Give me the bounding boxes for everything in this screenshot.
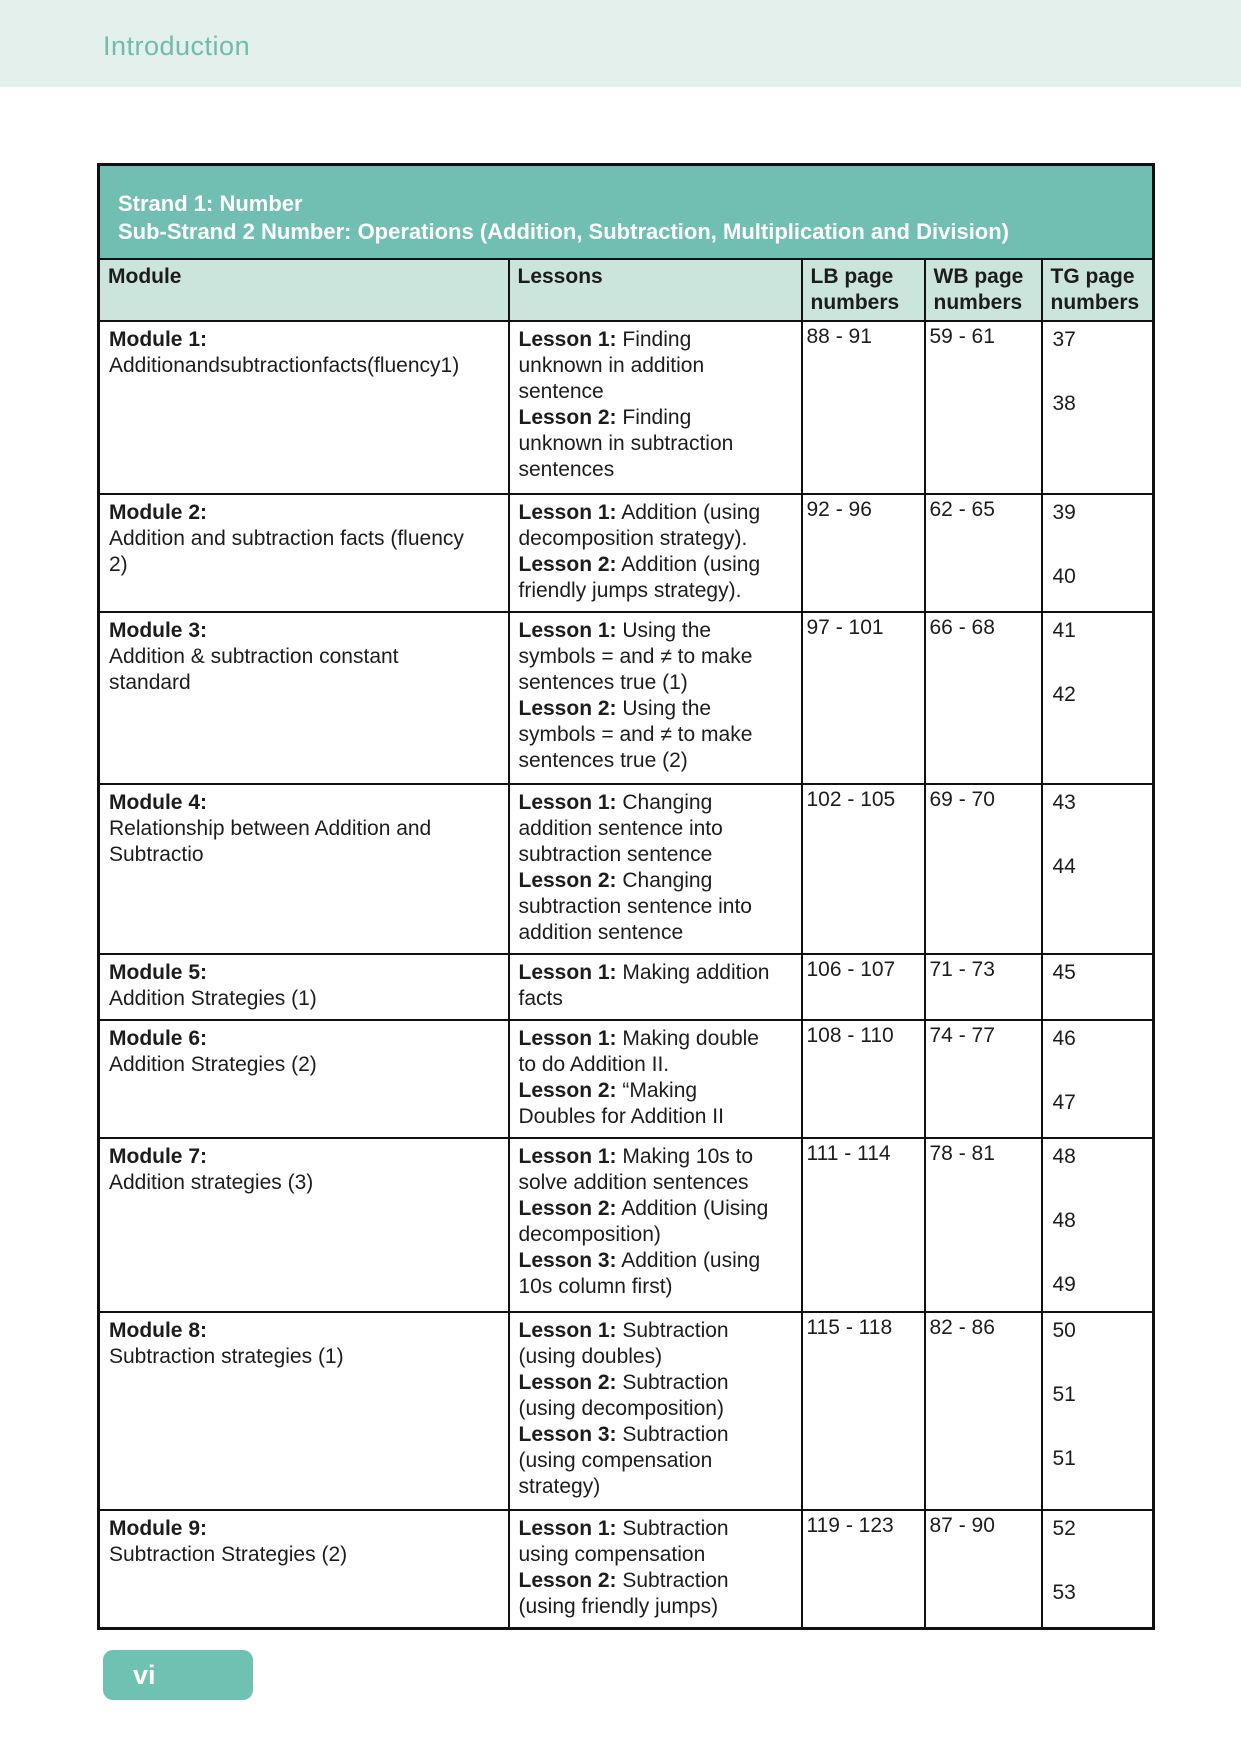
lesson-item: Lesson 1: Making 10s to solve addition sentences xyxy=(518,1144,754,1194)
column-header-row xyxy=(99,259,1154,321)
tg-page-number: 46 xyxy=(1052,1026,1076,1050)
module-label: Module 6: xyxy=(109,1026,207,1050)
lesson-item: Lesson 2: Addition (Uising decomposition) xyxy=(518,1196,769,1246)
lesson-item: Lesson 3: Subtraction (using compensation strategy) xyxy=(518,1422,729,1498)
module-desc: Subtraction strategies (1) xyxy=(109,1344,344,1368)
lb-pages-cell: 108 - 110 xyxy=(802,1020,925,1138)
column-header-module: Module xyxy=(99,259,509,321)
module-label: Module 5: xyxy=(109,960,207,984)
module-cell xyxy=(99,784,509,954)
table-row xyxy=(99,494,1154,612)
tg-page-number: 42 xyxy=(1052,682,1076,706)
strand-header-row xyxy=(99,165,1154,259)
lessons-cell xyxy=(509,1020,802,1138)
lb-pages-cell: 119 - 123 xyxy=(802,1510,925,1629)
module-desc: Addition and subtraction facts (fluency 2) xyxy=(109,526,464,576)
column-header-lessons: Lessons xyxy=(509,259,802,321)
module-desc: Subtraction Strategies (2) xyxy=(109,1542,348,1566)
lesson-item: Lesson 2: Subtraction (using friendly jumps) xyxy=(518,1568,729,1618)
lessons-cell xyxy=(509,612,802,784)
module-desc: Addition Strategies (1) xyxy=(109,986,317,1010)
tg-page-number: 39 xyxy=(1052,500,1076,524)
tg-page-number: 43 xyxy=(1052,790,1076,814)
table-row xyxy=(99,1510,1154,1629)
lb-pages-cell: 92 - 96 xyxy=(802,494,925,612)
column-header-lb-pages: LB page numbers xyxy=(802,259,925,321)
tg-pages-cell xyxy=(1042,612,1154,784)
tg-pages-cell xyxy=(1042,1020,1154,1138)
module-desc: Addition Strategies (2) xyxy=(109,1052,317,1076)
tg-pages-cell xyxy=(1042,1138,1154,1312)
tg-page-number: 40 xyxy=(1052,564,1076,588)
tg-page-number: 51 xyxy=(1052,1446,1076,1470)
module-desc: Additionandsubtractionfacts(fluency1) xyxy=(109,353,460,377)
lesson-item: Lesson 2: “Making Doubles for Addition II xyxy=(518,1078,724,1128)
module-label: Module 7: xyxy=(109,1144,207,1168)
tg-page-number: 51 xyxy=(1052,1382,1076,1406)
table-row xyxy=(99,1020,1154,1138)
lessons-cell xyxy=(509,954,802,1020)
lessons-cell xyxy=(509,1138,802,1312)
sub-strand-title: Sub-Strand 2 Number: Operations (Addition, Subtraction, Multiplication and Division) xyxy=(118,219,1010,244)
wb-pages-cell: 74 - 77 xyxy=(925,1020,1042,1138)
lb-pages-cell: 97 - 101 xyxy=(802,612,925,784)
module-cell xyxy=(99,1312,509,1510)
tg-pages-cell xyxy=(1042,321,1154,494)
module-label: Module 4: xyxy=(109,790,207,814)
wb-pages-cell: 69 - 70 xyxy=(925,784,1042,954)
wb-pages-cell: 62 - 65 xyxy=(925,494,1042,612)
module-label: Module 1: xyxy=(109,327,207,351)
lessons-cell xyxy=(509,1312,802,1510)
tg-page-number: 47 xyxy=(1052,1090,1076,1114)
tg-page-number: 45 xyxy=(1052,960,1076,984)
lb-pages-cell: 106 - 107 xyxy=(802,954,925,1020)
module-cell xyxy=(99,1020,509,1138)
page-header-banner xyxy=(0,0,1241,87)
lb-pages-cell: 111 - 114 xyxy=(802,1138,925,1312)
page-title: Introduction xyxy=(103,31,251,61)
table-row xyxy=(99,954,1154,1020)
module-label: Module 2: xyxy=(109,500,207,524)
lesson-item: Lesson 1: Using the symbols = and ≠ to make sentences true (1) xyxy=(518,618,753,694)
lessons-cell xyxy=(509,784,802,954)
module-cell xyxy=(99,494,509,612)
lb-pages-cell: 88 - 91 xyxy=(802,321,925,494)
module-cell xyxy=(99,321,509,494)
wb-pages-cell: 87 - 90 xyxy=(925,1510,1042,1629)
module-cell xyxy=(99,954,509,1020)
tg-pages-cell xyxy=(1042,784,1154,954)
module-desc: Relationship between Addition and Subtractio xyxy=(109,816,432,866)
lesson-item: Lesson 1: Changing addition sentence into subtraction sentence xyxy=(518,790,723,866)
column-header-wb-pages: WB page numbers xyxy=(925,259,1042,321)
module-cell xyxy=(99,1138,509,1312)
module-lessons-table xyxy=(97,163,1155,1630)
module-desc: Addition & subtraction constant standard xyxy=(109,644,399,694)
tg-page-number: 50 xyxy=(1052,1318,1076,1342)
table-row xyxy=(99,321,1154,494)
tg-pages-cell xyxy=(1042,1312,1154,1510)
wb-pages-cell: 66 - 68 xyxy=(925,612,1042,784)
lesson-item: Lesson 1: Making addition facts xyxy=(518,960,770,1010)
tg-pages-cell xyxy=(1042,1510,1154,1629)
module-label: Module 8: xyxy=(109,1318,207,1342)
lb-pages-cell: 115 - 118 xyxy=(802,1312,925,1510)
table-row xyxy=(99,1138,1154,1312)
lb-pages-cell: 102 - 105 xyxy=(802,784,925,954)
tg-page-number: 41 xyxy=(1052,618,1076,642)
table-row xyxy=(99,1312,1154,1510)
lesson-item: Lesson 3: Addition (using 10s column first) xyxy=(518,1248,761,1298)
lessons-cell xyxy=(509,494,802,612)
wb-pages-cell: 78 - 81 xyxy=(925,1138,1042,1312)
tg-page-number: 48 xyxy=(1052,1144,1076,1168)
lesson-item: Lesson 2: Subtraction (using decomposition) xyxy=(518,1370,729,1420)
strand-title: Strand 1: Number xyxy=(118,191,303,216)
tg-page-number: 44 xyxy=(1052,854,1076,878)
column-header-tg-pages: TG page numbers xyxy=(1042,259,1154,321)
table-row xyxy=(99,784,1154,954)
page-number-badge xyxy=(103,1650,253,1700)
lesson-item: Lesson 2: Changing subtraction sentence into addition sentence xyxy=(518,868,752,944)
page-number: vi xyxy=(133,1659,156,1690)
wb-pages-cell: 71 - 73 xyxy=(925,954,1042,1020)
lesson-item: Lesson 1: Subtraction (using doubles) xyxy=(518,1318,729,1368)
wb-pages-cell: 59 - 61 xyxy=(925,321,1042,494)
module-label: Module 9: xyxy=(109,1516,207,1540)
lesson-item: Lesson 2: Using the symbols = and ≠ to make sentences true (2) xyxy=(518,696,753,772)
module-cell xyxy=(99,612,509,784)
tg-page-number: 53 xyxy=(1052,1580,1076,1604)
tg-page-number: 38 xyxy=(1052,391,1076,415)
tg-page-number: 48 xyxy=(1052,1208,1076,1232)
tg-pages-cell xyxy=(1042,494,1154,612)
lesson-item: Lesson 2: Addition (using friendly jumps strategy). xyxy=(518,552,761,602)
lessons-cell xyxy=(509,1510,802,1629)
lessons-cell xyxy=(509,321,802,494)
module-desc: Addition strategies (3) xyxy=(109,1170,314,1194)
module-label: Module 3: xyxy=(109,618,207,642)
module-cell xyxy=(99,1510,509,1629)
lesson-item: Lesson 1: Making double to do Addition II. xyxy=(518,1026,759,1076)
lesson-item: Lesson 1: Finding unknown in addition sentence xyxy=(518,327,705,403)
tg-page-number: 37 xyxy=(1052,327,1076,351)
strand-header-cell xyxy=(99,165,1154,259)
tg-pages-cell xyxy=(1042,954,1154,1020)
lesson-item: Lesson 1: Subtraction using compensation xyxy=(518,1516,729,1566)
lesson-item: Lesson 2: Finding unknown in subtraction sentences xyxy=(518,405,734,481)
lesson-item: Lesson 1: Addition (using decomposition strategy). xyxy=(518,500,761,550)
table-row xyxy=(99,612,1154,784)
wb-pages-cell: 82 - 86 xyxy=(925,1312,1042,1510)
tg-page-number: 49 xyxy=(1052,1272,1076,1296)
tg-page-number: 52 xyxy=(1052,1516,1076,1540)
